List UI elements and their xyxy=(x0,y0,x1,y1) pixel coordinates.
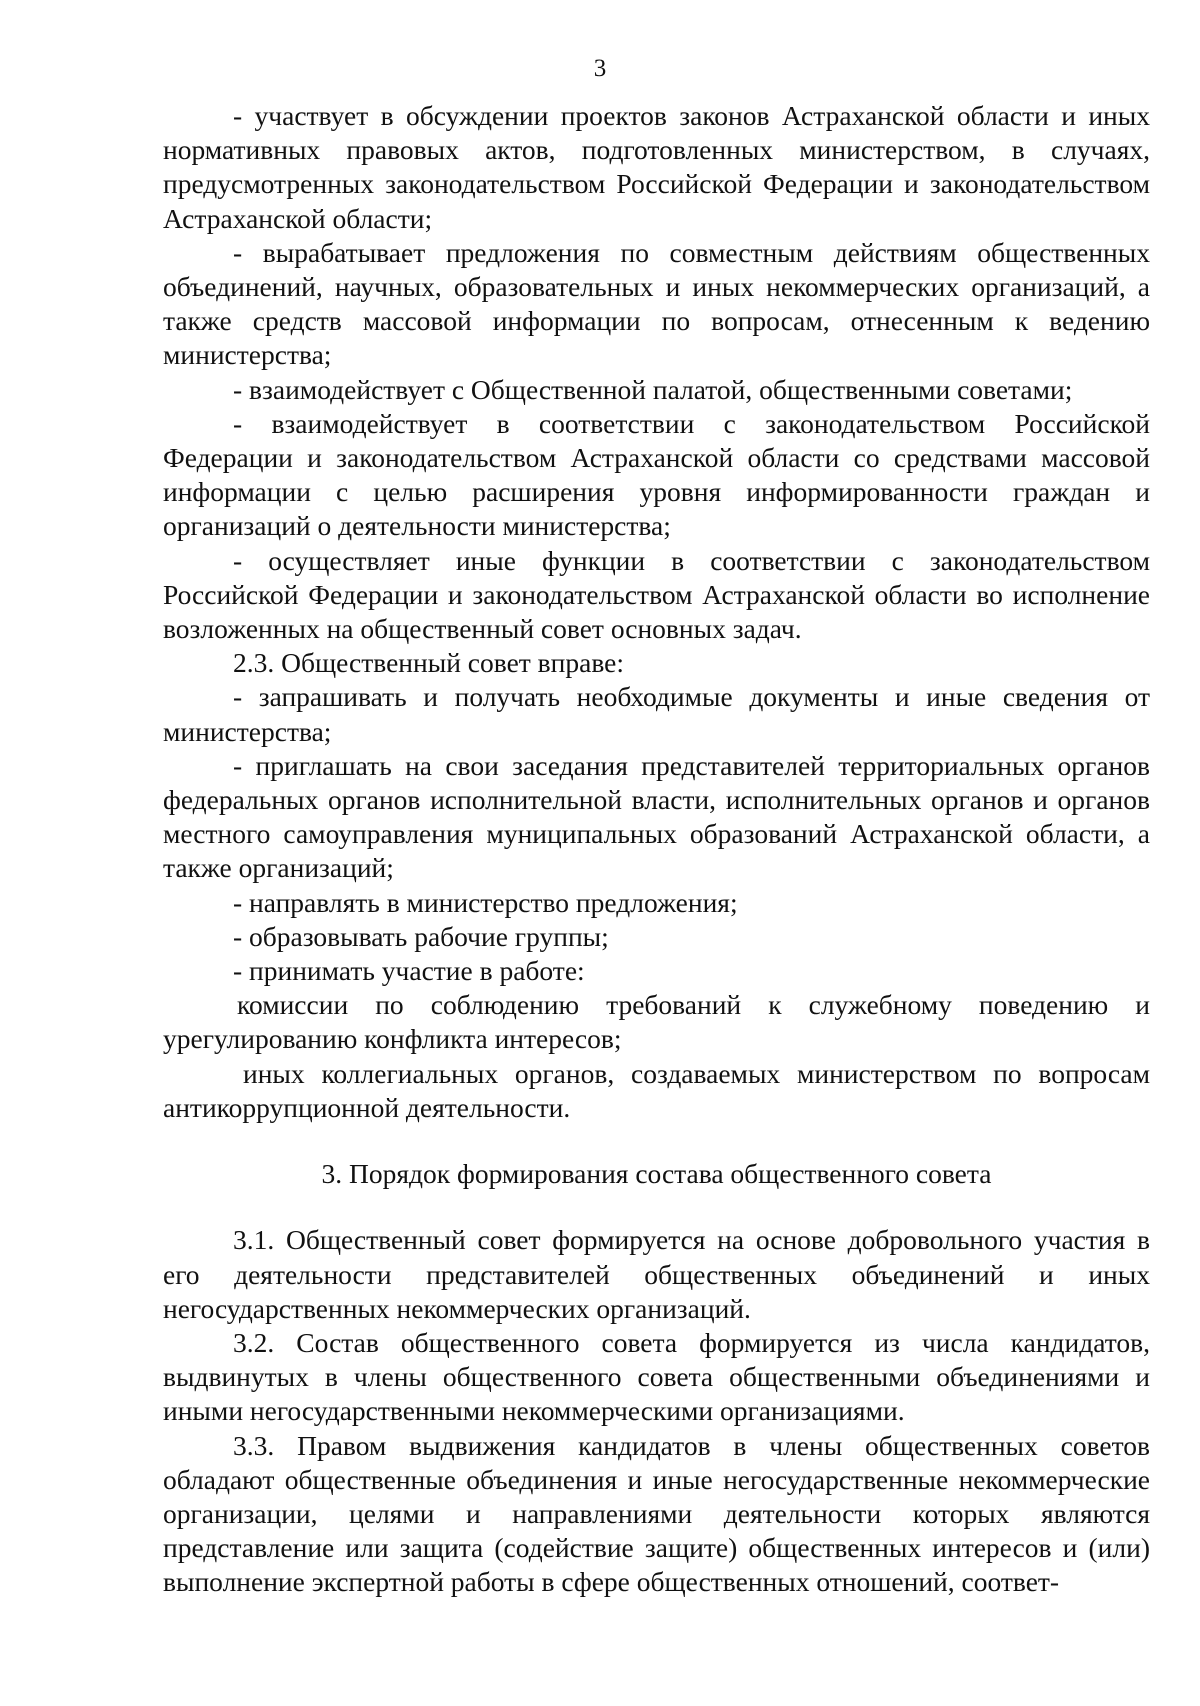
paragraph-take-part: - принимать участие в работе: xyxy=(233,955,585,987)
paragraph-collegial-bodies: иных коллегиальных органов, создаваемых министерством по вопросам антикоррупционной деятельности. xyxy=(163,1057,1150,1123)
paragraph-ethics-commission: комиссии по соблюдению требований к служебному поведению и урегулированию конфликта интересов; xyxy=(163,989,1150,1055)
paragraph-clause-3-3: 3.3. Правом выдвижения кандидатов в члены общественных советов обладают общественные объединения и иные негосударственные некоммерческие организации, целями и направлениями деятельности которых являются представление или защита (содействие защите) общественных интересов и (или) выполнение экспертной работы в сфере общественных отношений, соответ- xyxy=(163,1429,1150,1598)
section-heading: 3. Порядок формирования состава общественного совета xyxy=(321,1158,992,1190)
document-body xyxy=(163,99,1150,1600)
paragraph-invite-representatives: - приглашать на свои заседания представителей территориальных органов федеральных органов исполнительной власти, исполнительных органов и органов местного самоуправления муниципальных образований Астраханской области, а также организаций; xyxy=(163,749,1150,884)
paragraph-request-documents: - запрашивать и получать необходимые документы и иные сведения от министерства; xyxy=(163,681,1150,747)
paragraph-interacts-chamber: - взаимодействует с Общественной палатой, общественными советами; xyxy=(233,373,1073,405)
paragraph-participates-discussion: - участвует в обсуждении проектов законов Астраханской области и иных нормативных правовых актов, подготовленных министерством, в случаях, предусмотренных законодательством Российской Федерации и законодательством Астраханской области; xyxy=(163,100,1150,234)
paragraph-clause-2-3: 2.3. Общественный совет вправе: xyxy=(233,647,625,679)
paragraph-interacts-media: - взаимодействует в соответствии с законодательством Российской Федерации и законодательством Астраханской области со средствами массовой информации с целью расширения уровня информированности граждан и организаций о деятельности министерства; xyxy=(163,407,1150,542)
page-number: 3 xyxy=(593,55,607,82)
paragraph-clause-3-2: 3.2. Состав общественного совета формируется из числа кандидатов, выдвинутых в члены общественного совета общественными объединениями и иными негосударственными некоммерческими организациями. xyxy=(163,1326,1150,1427)
paragraph-other-functions: - осуществляет иные функции в соответствии с законодательством Российской Федерации и законодательством Астраханской области во исполнение возложенных на общественный совет основных задач. xyxy=(163,544,1150,645)
paragraph-form-working-groups: - образовывать рабочие группы; xyxy=(233,920,609,952)
paragraph-send-proposals: - направлять в министерство предложения; xyxy=(233,886,738,918)
paragraph-clause-3-1: 3.1. Общественный совет формируется на основе добровольного участия в его деятельности представителей общественных объединений и иных негосударственных некоммерческих организаций. xyxy=(163,1224,1150,1324)
paragraph-develops-proposals: - вырабатывает предложения по совместным действиям общественных объединений, научных, образовательных и иных некоммерческих организаций, а также средств массовой информации по вопросам, отнесенным к ведению министерства; xyxy=(163,236,1150,371)
